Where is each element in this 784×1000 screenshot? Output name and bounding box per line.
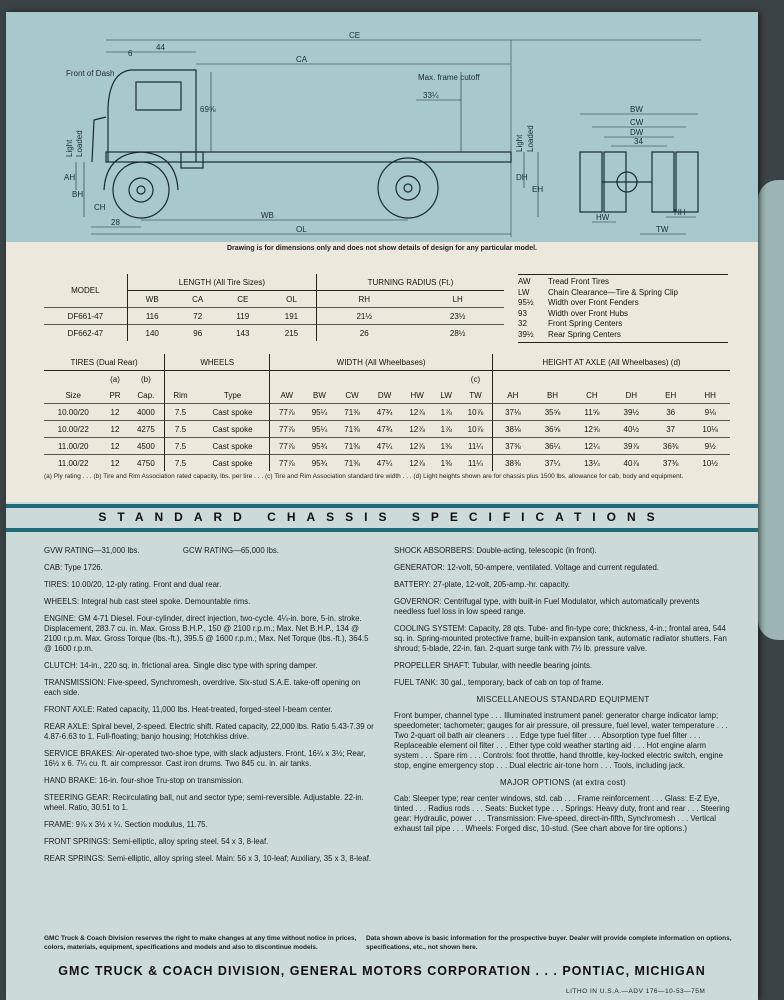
label-ol: OL [296, 225, 307, 234]
spec-item: TIRES: 10.00/20, 12-ply rating. Front and dual rear. [44, 580, 222, 589]
table-row: DF661-47 116 72 119 191 21½ 23½ [44, 308, 504, 325]
disclaimer-right: Data shown above is basic information for the prospective buyer. Dealer will provide complete information on options, specifications, etc., not shown here. [366, 935, 732, 951]
table-cell: 12 [102, 438, 127, 455]
page-edge-tab [758, 180, 784, 640]
list-item: 93 Width over Front Hubs [518, 308, 629, 318]
table-cell: 35⅝ [533, 404, 572, 421]
list-item: LW Chain Clearance—Tire & Spring Clip [518, 287, 678, 297]
rear-view-tire-left [580, 152, 602, 212]
tires-header: TIRES (Dual Rear) [70, 357, 138, 367]
chassis-drawing [6, 12, 758, 242]
table-cell: 37⅛ [492, 404, 532, 421]
table-cell: 47¼ [368, 438, 401, 455]
table-cell: 37 [651, 421, 690, 438]
label-hw: HW [596, 213, 610, 222]
table-cell: 71⅜ [336, 404, 369, 421]
width-header: WIDTH (All Wheelbases) [270, 354, 493, 371]
table-cell: 71⅜ [336, 438, 369, 455]
cab-outline [108, 70, 196, 162]
table-cell: 10½ [690, 455, 730, 472]
label-max-frame-cutoff: Max. frame cutoff [418, 73, 480, 82]
wheels-header: WHEELS [165, 354, 270, 371]
label-cw: CW [630, 118, 644, 127]
front-wheel [113, 162, 169, 218]
table-cell: 11⅝ [572, 404, 611, 421]
col-rh: RH [317, 291, 412, 308]
table-cell: Cast spoke [196, 455, 270, 472]
tires-column-headers: Size PR Cap. Rim Type AW BW CW DW HW LW TW AH BH CH DH EH HH [44, 387, 730, 404]
label-69: 69⅝ [200, 105, 216, 114]
specs-left-column [44, 546, 374, 871]
label-bh: BH [72, 190, 84, 199]
table-cell: 9½ [690, 438, 730, 455]
table-cell: 10.00/22 [44, 421, 102, 438]
major-options-text: Cab: Sleeper type; rear center windows, std. cab . . . Frame reinforcement . . . Glass: E-Z Eye, tinted . . . Radius rods . . . Seats: Bucket type . . . Springs: Heavy duty, front and rear . . . Steering gear: Hydraulic, power . . . Transmission: Five-speed, direct-in-fifth, Synchromesh . . . Vertical exhaust tail pipe . . . Wheels: Forged disc, 10-stud. (See chart above for tire options.) [394, 794, 730, 833]
turning-header: TURNING RADIUS (Ft.) [317, 274, 504, 291]
table-row [44, 438, 730, 455]
table-cell: 1⅞ [433, 421, 459, 438]
table-cell: 40½ [612, 421, 651, 438]
label-eh: EH [532, 185, 544, 194]
table-cell: 10⅞ [459, 404, 492, 421]
spec-item: PROPELLER SHAFT: Tubular, with needle bearing joints. [394, 661, 593, 670]
table-cell: 12⅞ [401, 455, 434, 472]
divider-band-bottom [6, 528, 758, 532]
label-ce: CE [349, 31, 361, 40]
label-wb: WB [261, 211, 274, 220]
table-cell: 36 [651, 404, 690, 421]
table-cell: 36⅝ [533, 421, 572, 438]
tires-table: TIRES (Dual Rear) WHEELS WIDTH (All Wheelbases) HEIGHT AT AXLE (All Wheelbases) (d) (a) (b) (c) Size PR Cap. Rim Type AW BW CW DW HW LW TW AH BH CH DH EH HH 10.00/20 12 4000 7.5 Cast spoke 77⅞ 95¼ 71⅜ 47¾ 12⅞ 1⅞ 10⅞ 37⅛ 35⅝ 11⅝ 39½ 36 9⅛ 10.00/22 12 4275 7.5 Cast spoke 77⅞ 95¼ 71⅜ 47¾ 12⅞ 1⅞ 10⅞ 38⅛ 36⅝ 12⅝ 40½ 37 10⅛ 11.00/20 12 4500 7.5 Cast spoke 77⅞ 95¾ 71⅜ 47¼ 12⅞ 1⅜ 11¼ 37⅜ 36¼ 12¼ 39⅞ 36⅜ 9½ 11.00/22 12 4750 7.5 Cast spoke 77⅞ 95¾ 71⅜ 47¼ 12⅞ 1⅜ 11¼ 38⅜ 37¼ 13¼ 40⅞ 37⅜ 10½ [44, 354, 730, 471]
spec-item: WHEELS: Integral hub cast steel spoke. Demountable rims. [44, 597, 251, 606]
table-cell: 10⅛ [690, 421, 730, 438]
label-ah: AH [64, 173, 76, 182]
table-cell: 4750 [128, 455, 165, 472]
table-cell: 39⅞ [612, 438, 651, 455]
spec-item: COOLING SYSTEM: Capacity, 28 qts. Tube- and fin-type core; thickness, 4-in.; frontal area, 544 sq. in. Spring-mounted protective frame, built-in expansion tank, automatic radiator shutters. Fan shroud; 5-blade, 22-in. fan. 2-quart surge tank with 7½ lb. pressure valve. [394, 624, 727, 653]
label-6: 6 [128, 49, 133, 58]
col-ol: OL [286, 294, 297, 304]
col-ca: CA [192, 294, 204, 304]
divider-band-top [6, 504, 758, 508]
table-cell: 10⅞ [459, 421, 492, 438]
spec-item: CLUTCH: 14-in., 220 sq. in. frictional area. Single disc type with spring damper. [44, 661, 318, 670]
chassis-diagram [6, 12, 758, 242]
front-fender [104, 152, 178, 190]
col-ce: CE [237, 294, 249, 304]
dimension-legend [518, 274, 728, 343]
table-row [44, 404, 730, 421]
spec-item: REAR SPRINGS: Semi-elliptic, alloy spring steel. Main: 56 x 3, 10-leaf; Auxiliary, 35 x 3, 8-leaf. [44, 854, 372, 863]
table-cell: 4275 [128, 421, 165, 438]
table-cell: 47¼ [368, 455, 401, 472]
spec-item: GENERATOR: 12-volt, 50-ampere, ventilated. Voltage and current regulated. [394, 563, 659, 572]
table-cell: Cast spoke [196, 404, 270, 421]
table-cell: 36¼ [533, 438, 572, 455]
spec-item: BATTERY: 27-plate, 12-volt, 205-amp.-hr. capacity. [394, 580, 570, 589]
publisher-footer: GMC TRUCK & COACH DIVISION, GENERAL MOTORS CORPORATION . . . PONTIAC, MICHIGAN [58, 964, 706, 978]
list-item: AW Tread Front Tires [518, 277, 610, 286]
spec-item: FUEL TANK: 30 gal., temporary, back of cab on top of frame. [394, 678, 604, 687]
rear-wheel [378, 158, 438, 218]
disclaimer-left: GMC Truck & Coach Division reserves the right to make changes at any time without notice in prices, colors, materials, equipment, specifications and models and also to discontinue models. [44, 935, 357, 951]
hood-nose [92, 117, 106, 162]
list-item: 32 Front Spring Centers [518, 319, 623, 328]
spec-item: FRAME: 9⅞ x 3½ x ¼. Section modulus, 11.75. [44, 820, 208, 829]
label-tw: TW [656, 225, 669, 234]
tire-rows [44, 404, 730, 472]
litho-code: LITHO IN U.S.A.—ADV 176—10-53—75M [566, 988, 706, 995]
table-cell: 37⅜ [651, 455, 690, 472]
spec-item: SHOCK ABSORBERS: Double-acting, telescopic (in front). [394, 546, 597, 555]
col-lh: LH [452, 294, 463, 304]
table-cell: 4000 [128, 404, 165, 421]
list-item: 95½ Width over Front Fenders [518, 298, 639, 307]
label-light-front: Light [65, 139, 74, 157]
table-cell: 47¾ [368, 421, 401, 438]
table-row [44, 421, 730, 438]
col-wb: WB [127, 291, 177, 308]
table-cell: 12⅞ [401, 438, 434, 455]
table-cell: 12¼ [572, 438, 611, 455]
rear-view-tire-right [652, 152, 674, 212]
misc-equipment-heading: MISCELLANEOUS STANDARD EQUIPMENT [476, 695, 650, 704]
list-item: 39½ Rear Spring Centers [518, 329, 621, 339]
table-row: DF662-47 140 96 143 215 26 28½ [44, 325, 504, 342]
table-cell: 37⅜ [492, 438, 532, 455]
table-footnote: (a) Ply rating . . . (b) Tire and Rim Association rated capacity, lbs. per tire . . . (c) Tire and Rim Association standard tire width . . . (d) Light heights shown are for chassis plus 1500 lbs. allowance for cab, body and equipment. [44, 473, 684, 480]
table-cell: 77⅞ [270, 438, 303, 455]
table-cell: 9⅛ [690, 404, 730, 421]
table-cell: 71⅜ [336, 421, 369, 438]
length-table [44, 274, 504, 341]
table-cell: 7.5 [165, 404, 196, 421]
label-33: 33¼ [423, 91, 439, 100]
table-cell: 40⅞ [612, 455, 651, 472]
label-ch: CH [94, 203, 106, 212]
table-cell: 95¼ [303, 421, 336, 438]
length-header: LENGTH (All Tire Sizes) [127, 274, 316, 291]
major-options-heading: MAJOR OPTIONS (at extra cost) [499, 778, 627, 787]
label-hh: HH [674, 208, 686, 217]
spec-item: ENGINE: GM 4-71 Diesel. Four-cylinder, direct injection, two-cycle. 4¼-in. bore, 5-in. stroke. Displacement, 283.7 cu. in. Max. Gross B.H.P., 150 @ 2100 r.p.m.; Max. Net B.H.P., 134 @ 2100 r.p.m. Max. Gross Torque (lbs.-ft.), 395.5 @ 1600 r.p.m.; Max. Net Torque (lbs.-ft.), 364.5 @ 1600 r.p.m. [44, 614, 369, 653]
label-dw: DW [630, 128, 644, 137]
fuel-tank [181, 152, 203, 168]
table-cell: 11¼ [459, 455, 492, 472]
table-cell: Cast spoke [196, 438, 270, 455]
spec-item: REAR AXLE: Spiral bevel, 2-speed. Electric shift. Rated capacity, 22,000 lbs. Ratio 5.43-7.39 or 4.87-6.63 to 1. Full-floating; banjo housing; Hotchkiss drive. [44, 722, 374, 741]
table-cell: 1⅜ [433, 438, 459, 455]
table-row [44, 455, 730, 472]
spec-item: GVW RATING—31,000 lbs. GCW RATING—65,000 lbs. [44, 546, 279, 555]
table-cell: 11¼ [459, 438, 492, 455]
height-header: HEIGHT AT AXLE (All Wheelbases) (d) [492, 354, 730, 371]
spec-item: SERVICE BRAKES: Air-operated two-shoe type, with slack adjusters. Front, 16¼ x 3½; Rear, 16½ x 6. 7¼ cu. ft. air compressor. Cast iron drums. Two 845 cu. in. air tanks. [44, 749, 366, 768]
specs-right-column [394, 546, 732, 841]
section-title: STANDARD CHASSIS SPECIFICATIONS [98, 510, 666, 524]
table-cell: 12 [102, 455, 127, 472]
table-cell: 4500 [128, 438, 165, 455]
drawing-note: Drawing is for dimensions only and does not show details of design for any particular model. [227, 245, 537, 252]
label-front-of-dash: Front of Dash [66, 69, 115, 78]
label-bw: BW [630, 105, 643, 114]
table-cell: 11.00/20 [44, 438, 102, 455]
table-cell: 7.5 [165, 438, 196, 455]
table-cell: 13¼ [572, 455, 611, 472]
spec-item: CAB: Type 1726. [44, 563, 103, 572]
frame-rail [106, 152, 511, 162]
table-cell: 12 [102, 421, 127, 438]
label-28: 28 [111, 218, 120, 227]
table-cell: 7.5 [165, 455, 196, 472]
table-cell: 36⅜ [651, 438, 690, 455]
table-cell: 47¾ [368, 404, 401, 421]
label-ca: CA [296, 55, 308, 64]
spec-item: TRANSMISSION: Five-speed, Synchromesh, overdrive. Six-stud S.A.E. take-off opening on each side. [44, 678, 361, 697]
table-cell: 38⅛ [492, 421, 532, 438]
table-cell: 12⅞ [401, 421, 434, 438]
table-cell: 12⅝ [572, 421, 611, 438]
table-cell: 39½ [612, 404, 651, 421]
spec-item: HAND BRAKE: 16-in. four-shoe Tru-stop on transmission. [44, 776, 244, 785]
table-cell: 71⅜ [336, 455, 369, 472]
spec-item: FRONT SPRINGS: Semi-elliptic, alloy spring steel. 54 x 3, 8-leaf. [44, 837, 269, 846]
label-loaded-front: Loaded [75, 130, 84, 157]
table-cell: 95¾ [303, 438, 336, 455]
cab-window [136, 82, 181, 110]
label-44: 44 [156, 43, 165, 52]
table-cell: 95¾ [303, 455, 336, 472]
table-cell: 12 [102, 404, 127, 421]
table-cell: 1⅜ [433, 455, 459, 472]
table-cell: 77⅞ [270, 404, 303, 421]
spec-item: GOVERNOR: Centrifugal type, with built-in Fuel Modulator, which automatically prevents needless fuel loss in low speed range. [394, 597, 700, 616]
table-cell: 37¼ [533, 455, 572, 472]
table-cell: Cast spoke [196, 421, 270, 438]
spec-item: STEERING GEAR: Recirculating ball, nut and sector type; semi-reversible. Adjustable. 22-in. wheel. Ratio, 30.51 to 1. [44, 793, 364, 812]
table-cell: 77⅞ [270, 455, 303, 472]
spec-sheet-page [6, 12, 758, 1000]
table-cell: 10.00/20 [44, 404, 102, 421]
table-cell: 1⅞ [433, 404, 459, 421]
spec-item: FRONT AXLE: Rated capacity, 11,000 lbs. Heat-treated, forged-steel I-beam center. [44, 705, 333, 714]
label-34: 34 [634, 137, 643, 146]
table-cell: 95¼ [303, 404, 336, 421]
label-light-rear: Light [515, 134, 524, 152]
table-cell: 7.5 [165, 421, 196, 438]
misc-equipment-text: Front bumper, channel type . . . Illuminated instrument panel: generator charge indicator lamp; speedometer; tachometer; gauges for air pressure, oil pressure, fuel level, water temperature . . . Two 2-quart oil bath air cleaners . . . Edge type fuel filter . . . Absorption type fuel filter . . . Replaceable element oil filter . . . Ether type cold weather starting aid . . . Hot engine alarm system . . . Spare rim . . . Controls: foot throttle, hand throttle, key-locked electric switch, engine stop, engine emergency stop . . . Dual electric air-tone horn . . . Tools, including jack. [394, 711, 728, 770]
table-cell: 12⅞ [401, 404, 434, 421]
model-header: MODEL [71, 286, 100, 295]
table-cell: 77⅞ [270, 421, 303, 438]
label-dh: DH [516, 173, 528, 182]
label-loaded-rear: Loaded [526, 125, 535, 152]
table-cell: 38⅜ [492, 455, 532, 472]
table-cell: 11.00/22 [44, 455, 102, 472]
